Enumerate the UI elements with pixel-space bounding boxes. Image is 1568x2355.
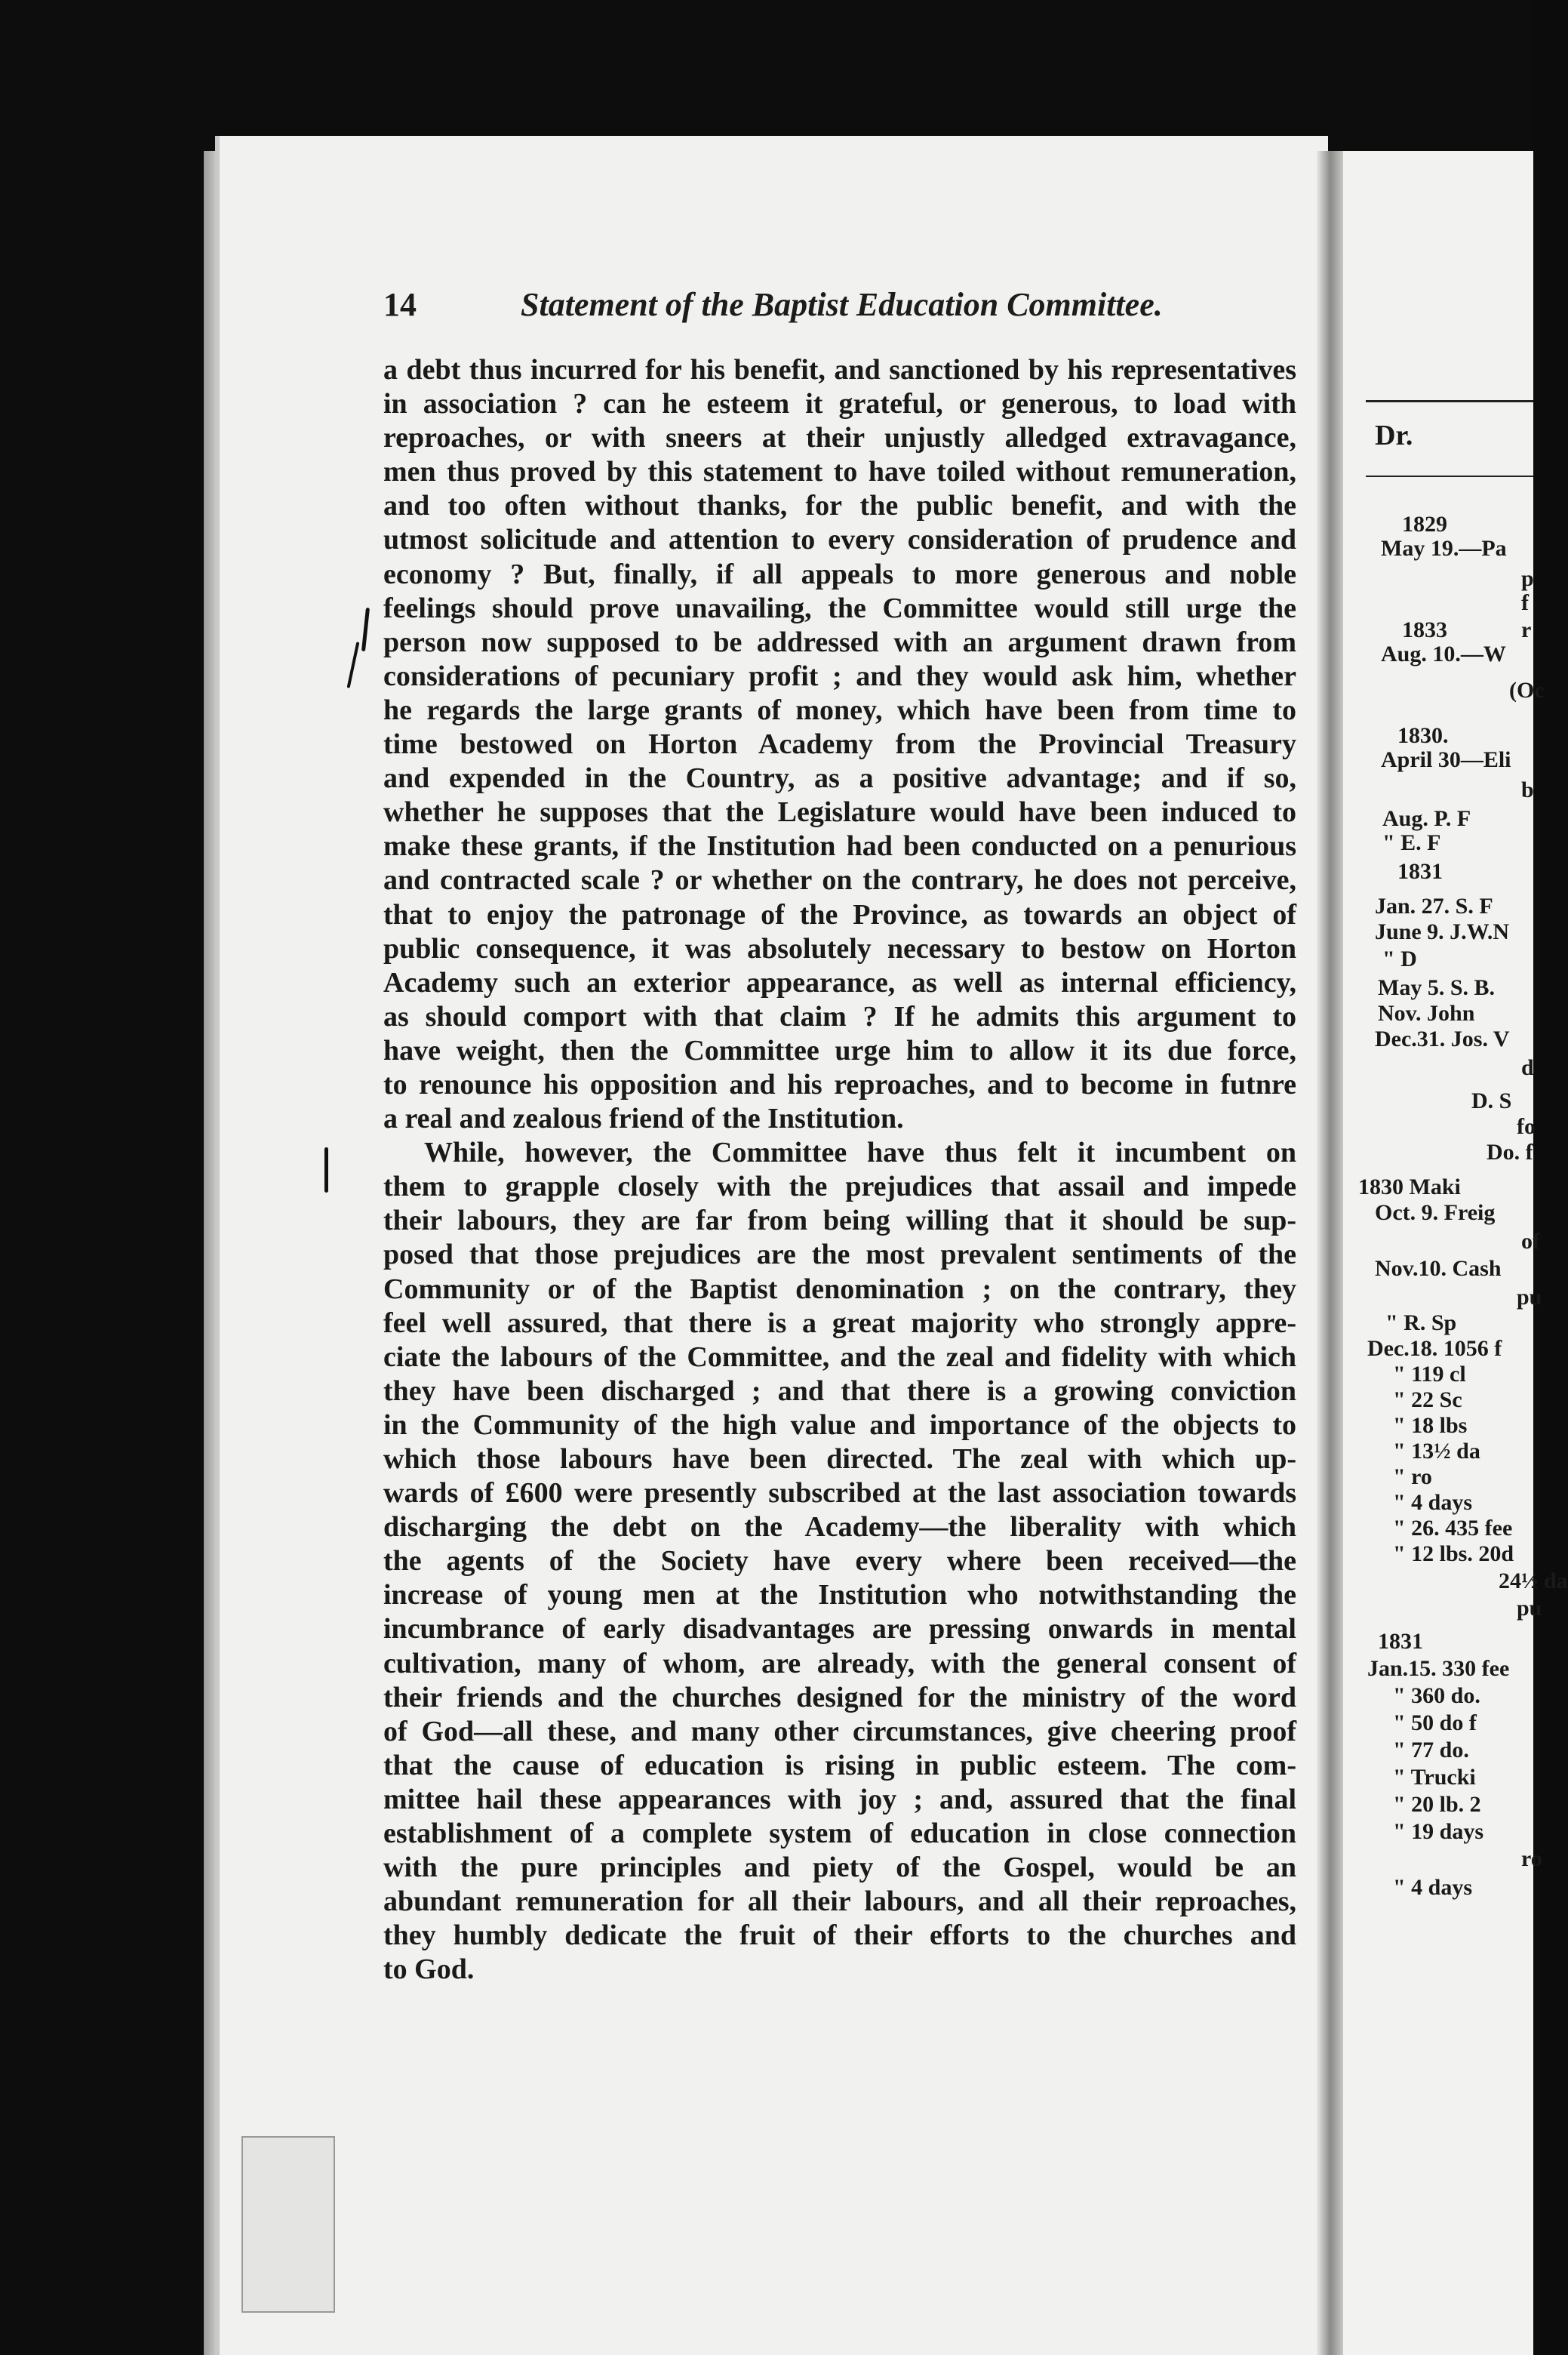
body-line: their labours, they are far from being willing that it should be sup- <box>383 1205 1296 1237</box>
ledger-fragment: " ro <box>1393 1464 1432 1489</box>
ledger-fragment: Jan. 27. S. F <box>1375 894 1493 919</box>
ledger-fragment: Jan.15. 330 fee <box>1367 1656 1510 1681</box>
body-line: to renounce his opposition and his reproaches, and to become in futnre <box>383 1068 1296 1101</box>
ledger-fragment: " 77 do. <box>1393 1738 1469 1762</box>
body-line: men thus proved by this statement to have toiled without remuneration, <box>383 456 1296 488</box>
body-line: discharging the debt on the Academy—the liberality with which <box>383 1511 1296 1544</box>
body-line: make these grants, if the Institution had been conducted on a penurious <box>383 830 1296 863</box>
ledger-fragment: D. S <box>1471 1088 1512 1113</box>
ledger-fragment: May 19.—Pa <box>1381 536 1507 561</box>
ledger-fragment: " 119 cl <box>1393 1362 1466 1387</box>
ledger-fragment: r <box>1521 617 1532 642</box>
page-number: 14 <box>383 286 417 323</box>
body-line: as should comport with that claim ? If he admits this argument to <box>383 1000 1296 1033</box>
ledger-fragment: " 50 do f <box>1393 1710 1477 1735</box>
ledger-fragment: ro <box>1521 1846 1542 1871</box>
body-line: whether he supposes that the Legislature would have been induced to <box>383 796 1296 829</box>
body-line: and expended in the Country, as a positive advantage; and if so, <box>383 762 1296 795</box>
body-line: their friends and the churches designed for the ministry of the word <box>383 1681 1296 1713</box>
ledger-fragment: Nov.10. Cash <box>1375 1256 1502 1281</box>
ledger-fragment: of <box>1521 1229 1540 1254</box>
ledger-fragment: fo <box>1517 1114 1536 1139</box>
ledger-fragment: Aug. 10.—W <box>1381 642 1506 666</box>
body-line: and contracted scale ? or whether on the contrary, he does not perceive, <box>383 864 1296 897</box>
body-line: of God—all these, and many other circumstances, give cheering proof <box>383 1715 1296 1747</box>
book-gutter <box>1317 151 1347 2355</box>
ledger-fragment: " 4 days <box>1393 1875 1473 1900</box>
page-tab <box>241 2136 335 2313</box>
ledger-fragment: Aug. P. F <box>1382 806 1471 831</box>
body-line: that to enjoy the patronage of the Province, as towards an object of <box>383 898 1296 931</box>
ledger-fragment: June 9. J.W.N <box>1375 919 1510 944</box>
body-line: wards of £600 were presently subscribed at the last association towards <box>383 1477 1296 1510</box>
body-line: incumbrance of early disadvantages are pressing onwards in mental <box>383 1613 1296 1645</box>
ledger-fragment: 24½ da <box>1499 1568 1568 1593</box>
ledger-fragment: 1830 Maki <box>1358 1174 1461 1199</box>
ledger-fragment: " 360 do. <box>1393 1683 1480 1708</box>
body-line: Community or of the Baptist denomination ; on the contrary, they <box>383 1273 1296 1305</box>
ledger-fragment: (Oc <box>1509 678 1545 703</box>
body-line: feelings should prove unavailing, the Committee would still urge the <box>383 592 1296 624</box>
ledger-fragment: " 4 days <box>1393 1490 1473 1515</box>
ledger-fragment: 1829 <box>1402 512 1447 537</box>
ledger-fragment: " 18 lbs <box>1393 1413 1468 1438</box>
body-line: cultivation, many of whom, are already, with the general consent of <box>383 1647 1296 1679</box>
right-page <box>1343 151 1533 2355</box>
body-line: utmost solicitude and attention to every consideration of prudence and <box>383 524 1296 556</box>
body-line: a real and zealous friend of the Institution. <box>383 1103 904 1135</box>
body-line: While, however, the Committee have thus felt it incumbent on <box>424 1137 1296 1169</box>
ledger-header: Dr. <box>1375 420 1413 451</box>
body-line: with the pure principles and piety of the Gospel, would be an <box>383 1852 1296 1884</box>
ledger-fragment: 1833 <box>1402 617 1447 642</box>
ledger-fragment: " Trucki <box>1393 1765 1476 1790</box>
ledger-fragment: pu <box>1517 1596 1542 1621</box>
body-line: ciate the labours of the Committee, and the zeal and fidelity with which <box>383 1341 1296 1373</box>
ledger-fragment: 1831 <box>1378 1629 1423 1654</box>
ledger-fragment: b <box>1521 777 1534 802</box>
ledger-fragment: " E. F <box>1382 830 1441 855</box>
ledger-fragment: f <box>1521 590 1529 615</box>
ledger-fragment: " D <box>1382 947 1417 971</box>
ledger-fragment: " 20 lb. 2 <box>1393 1792 1481 1817</box>
body-line: considerations of pecuniary profit ; and they would ask him, whether <box>383 660 1296 692</box>
body-line: person now supposed to be addressed with an argument drawn from <box>383 626 1296 658</box>
ledger-fragment: pu <box>1517 1285 1542 1310</box>
body-line: have weight, then the Committee urge him to allow it its due force, <box>383 1034 1296 1067</box>
ledger-fragment: d <box>1521 1055 1534 1080</box>
body-line: to God. <box>383 1953 475 1986</box>
body-line: mittee hail these appearances with joy ; and, assured that the final <box>383 1783 1296 1815</box>
body-line: abundant remuneration for all their labours, and all their reproaches, <box>383 1886 1296 1918</box>
ledger-fragment: " 12 lbs. 20d <box>1393 1541 1514 1566</box>
rule <box>1366 400 1533 402</box>
body-line: reproaches, or with sneers at their unjustly alledged extravagance, <box>383 422 1296 454</box>
body-line: public consequence, it was absolutely necessary to bestow on Horton <box>383 932 1296 965</box>
ledger-fragment: " 19 days <box>1393 1819 1484 1844</box>
body-line: economy ? But, finally, if all appeals to more generous and noble <box>383 558 1296 590</box>
running-title: Statement of the Baptist Education Committee. <box>521 286 1163 323</box>
body-line: time bestowed on Horton Academy from the Provincial Treasury <box>383 728 1296 761</box>
ledger-fragment: 1830. <box>1397 723 1449 748</box>
body-line: the agents of the Society have every where been received—the <box>383 1545 1296 1578</box>
ledger-fragment: Nov. John <box>1378 1001 1475 1026</box>
body-line: in association ? can he esteem it grateful, or generous, to load with <box>383 388 1296 420</box>
ledger-fragment: Dec.18. 1056 f <box>1367 1336 1502 1361</box>
ledger-fragment: Oct. 9. Freig <box>1375 1200 1496 1225</box>
ledger-fragment: May 5. S. B. <box>1378 975 1496 1000</box>
ledger-fragment: " 13½ da <box>1393 1439 1480 1464</box>
body-line: them to grapple closely with the prejudices that assail and impede <box>383 1171 1296 1203</box>
body-text <box>383 353 1296 1987</box>
body-line: establishment of a complete system of education in close connection <box>383 1818 1296 1850</box>
body-line: which those labours have been directed. The zeal with which up- <box>383 1443 1296 1475</box>
body-line: in the Community of the high value and importance of the objects to <box>383 1408 1296 1441</box>
body-line: posed that those prejudices are the most prevalent sentiments of the <box>383 1239 1296 1271</box>
body-line: a debt thus incurred for his benefit, and sanctioned by his representatives <box>383 354 1296 386</box>
body-line: they humbly dedicate the fruit of their efforts to the churches and <box>383 1919 1296 1952</box>
ledger-fragment: 1831 <box>1397 859 1443 884</box>
ledger-fragment: April 30—Eli <box>1381 747 1511 772</box>
ledger-fragment: " R. Sp <box>1385 1310 1457 1335</box>
body-line: he regards the large grants of money, which have been from time to <box>383 694 1296 726</box>
body-line: that the cause of education is rising in public esteem. The com- <box>383 1749 1296 1781</box>
body-line: they have been discharged ; and that there is a growing conviction <box>383 1375 1296 1407</box>
rule <box>1366 476 1533 477</box>
body-line: Academy such an exterior appearance, as well as internal efficiency, <box>383 966 1296 999</box>
body-line: increase of young men at the Institution who notwithstanding the <box>383 1579 1296 1612</box>
ledger-fragment: Dec.31. Jos. V <box>1375 1027 1510 1051</box>
ledger-fragment: " 22 Sc <box>1393 1387 1462 1412</box>
body-line: feel well assured, that there is a great majority who strongly appre- <box>383 1307 1296 1339</box>
margin-mark <box>324 1147 328 1193</box>
ledger-fragment: p <box>1521 566 1534 591</box>
ledger-fragment: Do. f <box>1487 1140 1533 1165</box>
body-line: and too often without thanks, for the public benefit, and with the <box>383 490 1296 522</box>
ledger-fragment: " 26. 435 fee <box>1393 1516 1513 1541</box>
